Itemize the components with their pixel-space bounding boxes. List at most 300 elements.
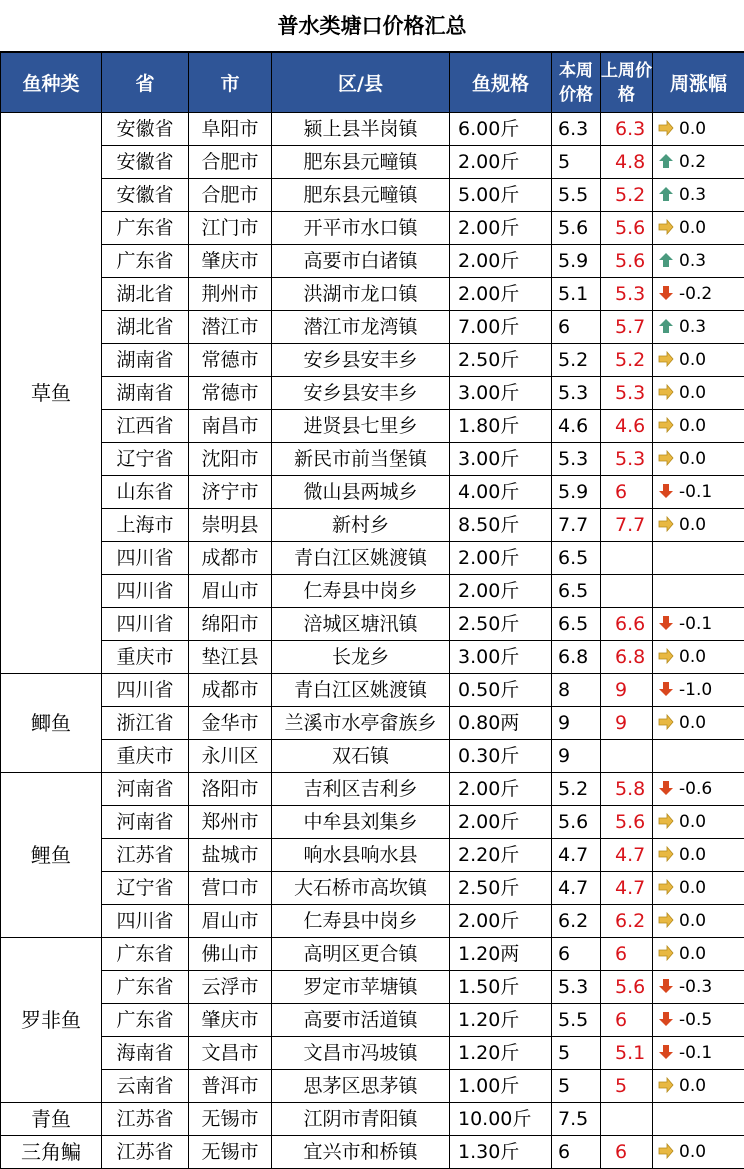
this-week-price-cell: 6.2 bbox=[552, 905, 601, 938]
right-arrow-icon bbox=[658, 351, 674, 367]
this-week-price-cell: 6.5 bbox=[552, 575, 601, 608]
price-table bbox=[0, 52, 744, 1169]
district-cell: 进贤县七里乡 bbox=[272, 410, 450, 443]
right-arrow-icon bbox=[658, 516, 674, 532]
last-week-price-cell: 5.3 bbox=[601, 278, 653, 311]
district-cell: 大石桥市高坎镇 bbox=[272, 872, 450, 905]
change-cell bbox=[653, 674, 744, 707]
right-arrow-icon bbox=[658, 1143, 674, 1159]
spec-cell: 2.00斤 bbox=[450, 575, 552, 608]
district-cell: 高要市白诸镇 bbox=[272, 245, 450, 278]
spec-cell: 4.00斤 bbox=[450, 476, 552, 509]
change-cell bbox=[653, 1004, 744, 1037]
change-value: 0.0 bbox=[679, 911, 707, 931]
header-this-week: 本周价格 bbox=[552, 53, 601, 113]
last-week-price-cell: 5 bbox=[601, 1070, 653, 1103]
district-cell: 高明区更合镇 bbox=[272, 938, 450, 971]
table-title: 普水类塘口价格汇总 bbox=[0, 0, 744, 52]
this-week-price-cell: 6 bbox=[552, 938, 601, 971]
right-arrow-icon bbox=[658, 1077, 674, 1093]
spec-cell: 1.30斤 bbox=[450, 1136, 552, 1169]
last-week-price-cell: 6 bbox=[601, 476, 653, 509]
city-cell: 济宁市 bbox=[189, 476, 272, 509]
change-value: -0.6 bbox=[679, 779, 713, 799]
header-species: 鱼种类 bbox=[1, 53, 102, 113]
district-cell: 江阴市青阳镇 bbox=[272, 1103, 450, 1136]
header-spec: 鱼规格 bbox=[450, 53, 552, 113]
spec-cell: 6.00斤 bbox=[450, 113, 552, 146]
district-cell: 开平市水口镇 bbox=[272, 212, 450, 245]
this-week-price-cell: 5.5 bbox=[552, 1004, 601, 1037]
spec-cell: 3.00斤 bbox=[450, 443, 552, 476]
city-cell: 云浮市 bbox=[189, 971, 272, 1004]
right-arrow-icon bbox=[658, 219, 674, 235]
last-week-price-cell: 6 bbox=[601, 938, 653, 971]
city-cell: 营口市 bbox=[189, 872, 272, 905]
province-cell: 广东省 bbox=[102, 938, 189, 971]
change-value: 0.2 bbox=[679, 152, 707, 172]
up-arrow-icon bbox=[658, 186, 674, 202]
header-city: 市 bbox=[189, 53, 272, 113]
table-row bbox=[1, 443, 744, 476]
province-cell: 广东省 bbox=[102, 1004, 189, 1037]
species-cell: 草鱼 bbox=[1, 113, 102, 674]
spec-cell: 2.00斤 bbox=[450, 278, 552, 311]
change-value: 0.0 bbox=[679, 449, 707, 469]
change-value: 0.3 bbox=[679, 317, 707, 337]
table-row bbox=[1, 806, 744, 839]
city-cell: 文昌市 bbox=[189, 1037, 272, 1070]
right-arrow-icon bbox=[658, 879, 674, 895]
province-cell: 江苏省 bbox=[102, 839, 189, 872]
change-value: 0.0 bbox=[679, 1142, 707, 1162]
province-cell: 安徽省 bbox=[102, 146, 189, 179]
spec-cell: 1.80斤 bbox=[450, 410, 552, 443]
this-week-price-cell: 5.6 bbox=[552, 212, 601, 245]
change-cell bbox=[653, 773, 744, 806]
city-cell: 常德市 bbox=[189, 344, 272, 377]
last-week-price-cell bbox=[601, 575, 653, 608]
province-cell: 湖南省 bbox=[102, 377, 189, 410]
province-cell: 广东省 bbox=[102, 212, 189, 245]
change-cell bbox=[653, 806, 744, 839]
province-cell: 江西省 bbox=[102, 410, 189, 443]
table-row bbox=[1, 905, 744, 938]
this-week-price-cell: 6.5 bbox=[552, 542, 601, 575]
spec-cell: 2.50斤 bbox=[450, 872, 552, 905]
spec-cell: 2.50斤 bbox=[450, 608, 552, 641]
city-cell: 无锡市 bbox=[189, 1136, 272, 1169]
city-cell: 阜阳市 bbox=[189, 113, 272, 146]
last-week-price-cell: 5.7 bbox=[601, 311, 653, 344]
city-cell: 崇明县 bbox=[189, 509, 272, 542]
district-cell: 肥东县元疃镇 bbox=[272, 179, 450, 212]
up-arrow-icon bbox=[658, 318, 674, 334]
district-cell: 双石镇 bbox=[272, 740, 450, 773]
province-cell: 四川省 bbox=[102, 575, 189, 608]
header-row bbox=[1, 53, 744, 113]
city-cell: 常德市 bbox=[189, 377, 272, 410]
change-cell bbox=[653, 542, 744, 575]
table-row bbox=[1, 542, 744, 575]
change-value: -0.1 bbox=[679, 1043, 713, 1063]
city-cell: 绵阳市 bbox=[189, 608, 272, 641]
last-week-price-cell: 7.7 bbox=[601, 509, 653, 542]
change-cell bbox=[653, 938, 744, 971]
right-arrow-icon bbox=[658, 945, 674, 961]
spec-cell: 2.00斤 bbox=[450, 245, 552, 278]
change-value: 0.0 bbox=[679, 1076, 707, 1096]
district-cell: 微山县两城乡 bbox=[272, 476, 450, 509]
district-cell: 宜兴市和桥镇 bbox=[272, 1136, 450, 1169]
this-week-price-cell: 9 bbox=[552, 707, 601, 740]
change-cell bbox=[653, 1136, 744, 1169]
city-cell: 肇庆市 bbox=[189, 1004, 272, 1037]
down-arrow-icon bbox=[658, 1044, 674, 1060]
down-arrow-icon bbox=[658, 978, 674, 994]
province-cell: 重庆市 bbox=[102, 740, 189, 773]
table-row bbox=[1, 476, 744, 509]
city-cell: 垫江县 bbox=[189, 641, 272, 674]
district-cell: 潜江市龙湾镇 bbox=[272, 311, 450, 344]
spec-cell: 0.30斤 bbox=[450, 740, 552, 773]
spec-cell: 1.20斤 bbox=[450, 1004, 552, 1037]
table-row bbox=[1, 1136, 744, 1169]
table-row bbox=[1, 938, 744, 971]
province-cell: 辽宁省 bbox=[102, 443, 189, 476]
province-cell: 四川省 bbox=[102, 674, 189, 707]
spec-cell: 2.00斤 bbox=[450, 146, 552, 179]
this-week-price-cell: 5.2 bbox=[552, 773, 601, 806]
header-district: 区/县 bbox=[272, 53, 450, 113]
spec-cell: 10.00斤 bbox=[450, 1103, 552, 1136]
province-cell: 湖南省 bbox=[102, 344, 189, 377]
this-week-price-cell: 6.5 bbox=[552, 608, 601, 641]
last-week-price-cell: 9 bbox=[601, 674, 653, 707]
last-week-price-cell: 6 bbox=[601, 1004, 653, 1037]
change-cell bbox=[653, 740, 744, 773]
change-value: 0.0 bbox=[679, 515, 707, 535]
last-week-price-cell: 6.3 bbox=[601, 113, 653, 146]
change-value: 0.0 bbox=[679, 812, 707, 832]
city-cell: 洛阳市 bbox=[189, 773, 272, 806]
province-cell: 安徽省 bbox=[102, 113, 189, 146]
table-body bbox=[1, 113, 744, 1169]
province-cell: 上海市 bbox=[102, 509, 189, 542]
last-week-price-cell: 5.6 bbox=[601, 971, 653, 1004]
city-cell: 沈阳市 bbox=[189, 443, 272, 476]
this-week-price-cell: 4.6 bbox=[552, 410, 601, 443]
down-arrow-icon bbox=[658, 483, 674, 499]
change-cell bbox=[653, 179, 744, 212]
table-row bbox=[1, 707, 744, 740]
this-week-price-cell: 5.3 bbox=[552, 443, 601, 476]
district-cell: 颍上县半岗镇 bbox=[272, 113, 450, 146]
district-cell: 响水县响水县 bbox=[272, 839, 450, 872]
district-cell: 兰溪市水亭畲族乡 bbox=[272, 707, 450, 740]
last-week-price-cell: 4.7 bbox=[601, 839, 653, 872]
city-cell: 合肥市 bbox=[189, 179, 272, 212]
this-week-price-cell: 5.9 bbox=[552, 476, 601, 509]
this-week-price-cell: 6 bbox=[552, 1136, 601, 1169]
last-week-price-cell: 5.2 bbox=[601, 344, 653, 377]
this-week-price-cell: 6.3 bbox=[552, 113, 601, 146]
change-cell bbox=[653, 608, 744, 641]
spec-cell: 2.20斤 bbox=[450, 839, 552, 872]
table-row bbox=[1, 245, 744, 278]
district-cell: 长龙乡 bbox=[272, 641, 450, 674]
province-cell: 江苏省 bbox=[102, 1136, 189, 1169]
table-row bbox=[1, 113, 744, 146]
spec-cell: 8.50斤 bbox=[450, 509, 552, 542]
last-week-price-cell bbox=[601, 542, 653, 575]
last-week-price-cell: 4.8 bbox=[601, 146, 653, 179]
spec-cell: 2.00斤 bbox=[450, 905, 552, 938]
header-change: 周涨幅 bbox=[653, 53, 744, 113]
down-arrow-icon bbox=[658, 285, 674, 301]
district-cell: 仁寿县中岗乡 bbox=[272, 575, 450, 608]
change-cell bbox=[653, 839, 744, 872]
province-cell: 四川省 bbox=[102, 608, 189, 641]
up-arrow-icon bbox=[658, 252, 674, 268]
district-cell: 罗定市苹塘镇 bbox=[272, 971, 450, 1004]
this-week-price-cell: 5.3 bbox=[552, 377, 601, 410]
city-cell: 无锡市 bbox=[189, 1103, 272, 1136]
species-cell: 鲤鱼 bbox=[1, 773, 102, 938]
province-cell: 四川省 bbox=[102, 905, 189, 938]
district-cell: 肥东县元疃镇 bbox=[272, 146, 450, 179]
last-week-price-cell: 6 bbox=[601, 1136, 653, 1169]
this-week-price-cell: 5.5 bbox=[552, 179, 601, 212]
spec-cell: 2.50斤 bbox=[450, 344, 552, 377]
last-week-price-cell: 5.3 bbox=[601, 377, 653, 410]
this-week-price-cell: 4.7 bbox=[552, 872, 601, 905]
down-arrow-icon bbox=[658, 1011, 674, 1027]
this-week-price-cell: 5.9 bbox=[552, 245, 601, 278]
district-cell: 中牟县刘集乡 bbox=[272, 806, 450, 839]
last-week-price-cell: 5.6 bbox=[601, 245, 653, 278]
province-cell: 海南省 bbox=[102, 1037, 189, 1070]
table-row bbox=[1, 278, 744, 311]
this-week-price-cell: 8 bbox=[552, 674, 601, 707]
city-cell: 金华市 bbox=[189, 707, 272, 740]
change-cell bbox=[653, 707, 744, 740]
table-row bbox=[1, 179, 744, 212]
table-row bbox=[1, 608, 744, 641]
this-week-price-cell: 5.6 bbox=[552, 806, 601, 839]
table-row bbox=[1, 971, 744, 1004]
city-cell: 肇庆市 bbox=[189, 245, 272, 278]
city-cell: 佛山市 bbox=[189, 938, 272, 971]
change-value: 0.0 bbox=[679, 845, 707, 865]
change-cell bbox=[653, 311, 744, 344]
table-row bbox=[1, 872, 744, 905]
table-row bbox=[1, 839, 744, 872]
city-cell: 合肥市 bbox=[189, 146, 272, 179]
this-week-price-cell: 7.7 bbox=[552, 509, 601, 542]
change-cell bbox=[653, 971, 744, 1004]
last-week-price-cell: 5.6 bbox=[601, 212, 653, 245]
province-cell: 河南省 bbox=[102, 773, 189, 806]
spec-cell: 2.00斤 bbox=[450, 542, 552, 575]
change-value: -0.1 bbox=[679, 614, 713, 634]
this-week-price-cell: 5.2 bbox=[552, 344, 601, 377]
district-cell: 青白江区姚渡镇 bbox=[272, 674, 450, 707]
city-cell: 南昌市 bbox=[189, 410, 272, 443]
this-week-price-cell: 5.1 bbox=[552, 278, 601, 311]
spec-cell: 2.00斤 bbox=[450, 806, 552, 839]
change-cell bbox=[653, 1037, 744, 1070]
header-last-week: 上周价格 bbox=[601, 53, 653, 113]
this-week-price-cell: 5 bbox=[552, 146, 601, 179]
last-week-price-cell: 5.1 bbox=[601, 1037, 653, 1070]
this-week-price-cell: 5.3 bbox=[552, 971, 601, 1004]
district-cell: 思茅区思茅镇 bbox=[272, 1070, 450, 1103]
this-week-price-cell: 6.8 bbox=[552, 641, 601, 674]
species-cell: 青鱼 bbox=[1, 1103, 102, 1136]
table-row bbox=[1, 641, 744, 674]
this-week-price-cell: 7.5 bbox=[552, 1103, 601, 1136]
last-week-price-cell: 4.6 bbox=[601, 410, 653, 443]
table-row bbox=[1, 773, 744, 806]
right-arrow-icon bbox=[658, 417, 674, 433]
city-cell: 普洱市 bbox=[189, 1070, 272, 1103]
down-arrow-icon bbox=[658, 615, 674, 631]
district-cell: 新村乡 bbox=[272, 509, 450, 542]
change-value: 0.0 bbox=[679, 416, 707, 436]
district-cell: 吉利区吉利乡 bbox=[272, 773, 450, 806]
change-cell bbox=[653, 509, 744, 542]
province-cell: 广东省 bbox=[102, 971, 189, 1004]
this-week-price-cell: 5 bbox=[552, 1070, 601, 1103]
change-value: 0.3 bbox=[679, 185, 707, 205]
spec-cell: 7.00斤 bbox=[450, 311, 552, 344]
this-week-price-cell: 6 bbox=[552, 311, 601, 344]
province-cell: 山东省 bbox=[102, 476, 189, 509]
spec-cell: 1.20两 bbox=[450, 938, 552, 971]
change-cell bbox=[653, 278, 744, 311]
last-week-price-cell bbox=[601, 1103, 653, 1136]
last-week-price-cell: 5.2 bbox=[601, 179, 653, 212]
change-value: 0.0 bbox=[679, 944, 707, 964]
right-arrow-icon bbox=[658, 384, 674, 400]
change-cell bbox=[653, 575, 744, 608]
header-province: 省 bbox=[102, 53, 189, 113]
change-cell bbox=[653, 113, 744, 146]
district-cell: 青白江区姚渡镇 bbox=[272, 542, 450, 575]
city-cell: 永川区 bbox=[189, 740, 272, 773]
district-cell: 高要市活道镇 bbox=[272, 1004, 450, 1037]
last-week-price-cell: 6.2 bbox=[601, 905, 653, 938]
province-cell: 湖北省 bbox=[102, 278, 189, 311]
province-cell: 河南省 bbox=[102, 806, 189, 839]
change-cell bbox=[653, 245, 744, 278]
change-value: -0.1 bbox=[679, 482, 713, 502]
province-cell: 浙江省 bbox=[102, 707, 189, 740]
district-cell: 安乡县安丰乡 bbox=[272, 377, 450, 410]
table-row bbox=[1, 410, 744, 443]
right-arrow-icon bbox=[658, 846, 674, 862]
province-cell: 广东省 bbox=[102, 245, 189, 278]
change-value: 0.0 bbox=[679, 647, 707, 667]
change-value: 0.0 bbox=[679, 713, 707, 733]
change-cell bbox=[653, 905, 744, 938]
province-cell: 湖北省 bbox=[102, 311, 189, 344]
change-cell bbox=[653, 1103, 744, 1136]
city-cell: 潜江市 bbox=[189, 311, 272, 344]
last-week-price-cell: 5.8 bbox=[601, 773, 653, 806]
species-cell: 三角鳊 bbox=[1, 1136, 102, 1169]
table-row bbox=[1, 344, 744, 377]
change-cell bbox=[653, 1070, 744, 1103]
change-cell bbox=[653, 641, 744, 674]
change-value: -0.2 bbox=[679, 284, 713, 304]
right-arrow-icon bbox=[658, 714, 674, 730]
table-row bbox=[1, 311, 744, 344]
change-cell bbox=[653, 212, 744, 245]
right-arrow-icon bbox=[658, 813, 674, 829]
table-row bbox=[1, 1004, 744, 1037]
right-arrow-icon bbox=[658, 648, 674, 664]
spec-cell: 0.50斤 bbox=[450, 674, 552, 707]
change-cell bbox=[653, 872, 744, 905]
table-row bbox=[1, 674, 744, 707]
city-cell: 盐城市 bbox=[189, 839, 272, 872]
change-value: 0.0 bbox=[679, 383, 707, 403]
this-week-price-cell: 9 bbox=[552, 740, 601, 773]
district-cell: 文昌市冯坡镇 bbox=[272, 1037, 450, 1070]
change-cell bbox=[653, 344, 744, 377]
last-week-price-cell bbox=[601, 740, 653, 773]
table-row bbox=[1, 1070, 744, 1103]
spec-cell: 2.00斤 bbox=[450, 773, 552, 806]
district-cell: 新民市前当堡镇 bbox=[272, 443, 450, 476]
change-value: -1.0 bbox=[679, 680, 713, 700]
down-arrow-icon bbox=[658, 780, 674, 796]
change-value: 0.0 bbox=[679, 218, 707, 238]
last-week-price-cell: 6.6 bbox=[601, 608, 653, 641]
province-cell: 四川省 bbox=[102, 542, 189, 575]
change-value: 0.3 bbox=[679, 251, 707, 271]
this-week-price-cell: 5 bbox=[552, 1037, 601, 1070]
change-cell bbox=[653, 410, 744, 443]
change-value: 0.0 bbox=[679, 878, 707, 898]
change-value: -0.3 bbox=[679, 977, 713, 997]
district-cell: 仁寿县中岗乡 bbox=[272, 905, 450, 938]
change-cell bbox=[653, 146, 744, 179]
spec-cell: 5.00斤 bbox=[450, 179, 552, 212]
city-cell: 眉山市 bbox=[189, 575, 272, 608]
last-week-price-cell: 5.3 bbox=[601, 443, 653, 476]
spec-cell: 0.80两 bbox=[450, 707, 552, 740]
table-row bbox=[1, 146, 744, 179]
table-row bbox=[1, 740, 744, 773]
right-arrow-icon bbox=[658, 120, 674, 136]
change-value: 0.0 bbox=[679, 119, 707, 139]
province-cell: 安徽省 bbox=[102, 179, 189, 212]
change-value: -0.5 bbox=[679, 1010, 713, 1030]
change-cell bbox=[653, 377, 744, 410]
spec-cell: 1.00斤 bbox=[450, 1070, 552, 1103]
city-cell: 成都市 bbox=[189, 674, 272, 707]
spec-cell: 1.50斤 bbox=[450, 971, 552, 1004]
table-row bbox=[1, 1103, 744, 1136]
last-week-price-cell: 9 bbox=[601, 707, 653, 740]
province-cell: 江苏省 bbox=[102, 1103, 189, 1136]
table-row bbox=[1, 1037, 744, 1070]
this-week-price-cell: 4.7 bbox=[552, 839, 601, 872]
last-week-price-cell: 5.6 bbox=[601, 806, 653, 839]
